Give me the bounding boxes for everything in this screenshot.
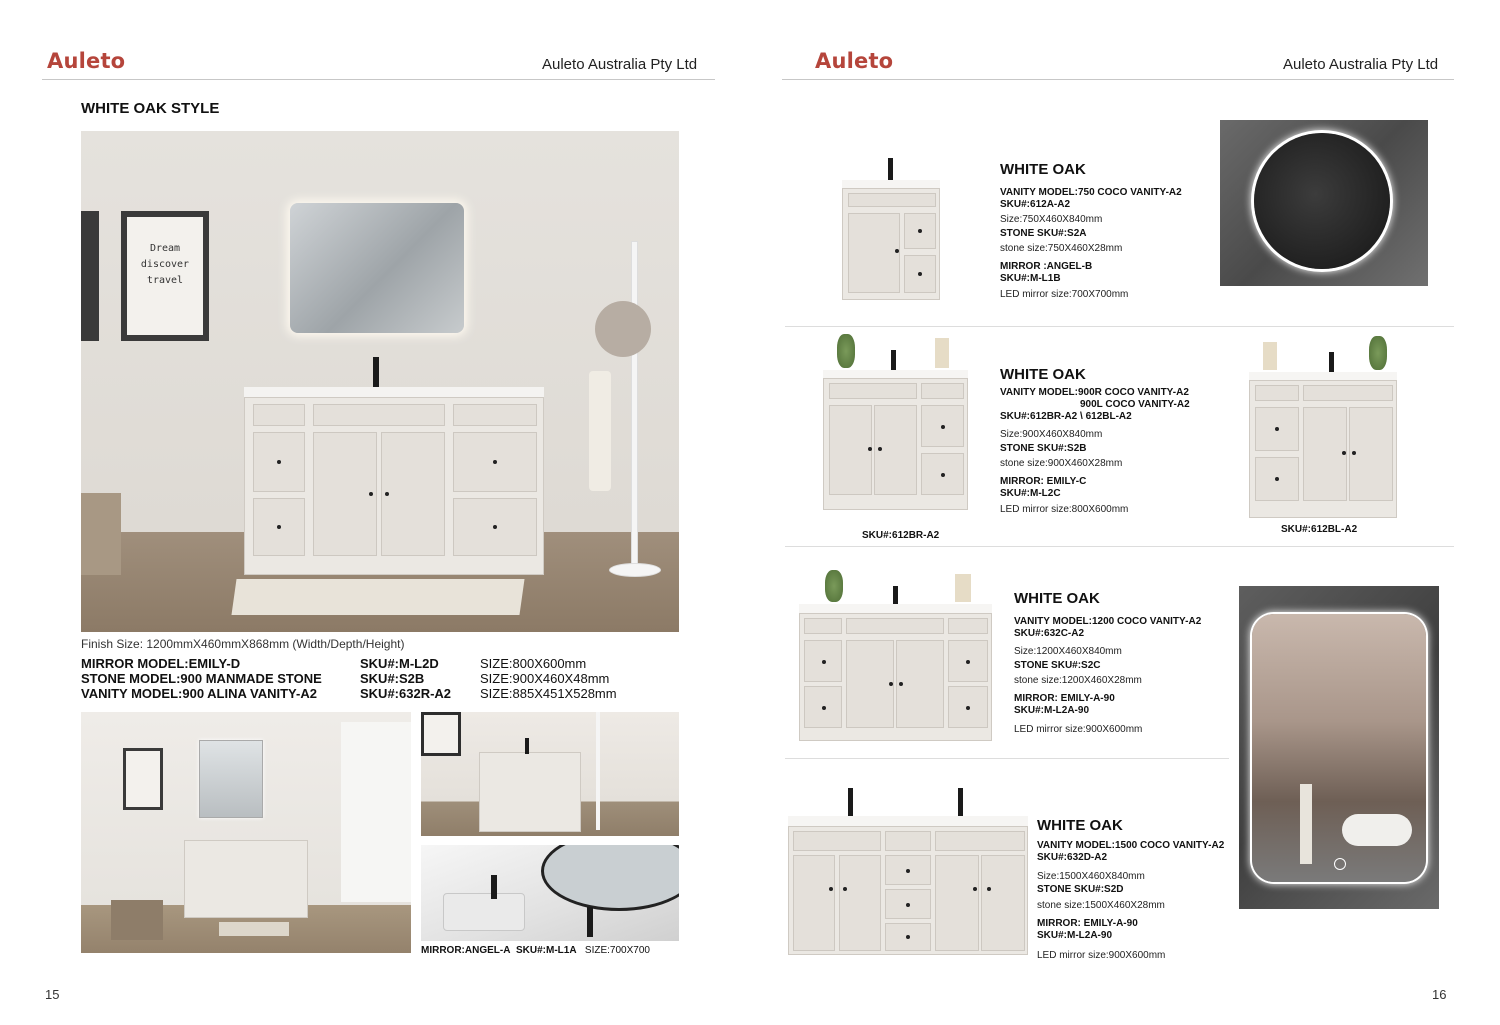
product-4-line: Size:1500X460X840mm <box>1037 871 1145 882</box>
brand-logo: Auleto <box>47 49 126 73</box>
product-1-line: SKU#:M-L1B <box>1000 273 1061 284</box>
company-name-right: Auleto Australia Pty Ltd <box>1283 56 1439 73</box>
spec-model-mirror: MIRROR MODEL:EMILY-D <box>81 656 241 671</box>
product-2-title: WHITE OAK <box>1000 366 1086 383</box>
spec-model-vanity: VANITY MODEL:900 ALINA VANITY-A2 <box>81 686 317 701</box>
product-2-line: SKU#:612BR-A2 \ 612BL-A2 <box>1000 411 1132 422</box>
divider-1 <box>785 326 1454 327</box>
product-4-line: SKU#:632D-A2 <box>1037 852 1108 863</box>
mirror-caption-size: SIZE:700X700 <box>584 945 650 956</box>
product-2-line: LED mirror size:800X600mm <box>1000 504 1129 515</box>
section-title: WHITE OAK STYLE <box>81 100 220 117</box>
product-4-title: WHITE OAK <box>1037 817 1123 834</box>
product-3-line: MIRROR: EMILY-A-90 <box>1014 693 1115 704</box>
product-2-line: MIRROR: EMILY-C <box>1000 476 1087 487</box>
spec-size-mirror: SIZE:800X600mm <box>480 656 587 671</box>
page-number-left: 15 <box>45 987 60 1002</box>
product-1-line: stone size:750X460X28mm <box>1000 243 1123 254</box>
product-4-line: LED mirror size:900X600mm <box>1037 950 1166 961</box>
secondary-bathroom-photo <box>81 712 411 953</box>
product-1-line: LED mirror size:700X700mm <box>1000 289 1129 300</box>
product-2-line: SKU#:M-L2C <box>1000 488 1061 499</box>
product-2-line: STONE SKU#:S2B <box>1000 443 1087 454</box>
mirror-caption-sku: SKU#:M-L1A <box>516 945 577 956</box>
vanity-1200-image <box>799 604 992 741</box>
header-rule-right <box>782 79 1454 80</box>
led-mirror <box>290 203 464 333</box>
product-4-line: MIRROR: EMILY-A-90 <box>1037 918 1138 929</box>
product-3-line: stone size:1200X460X28mm <box>1014 675 1142 686</box>
vanity-750-image <box>842 180 940 300</box>
product-1-line: SKU#:612A-A2 <box>1000 199 1071 210</box>
hero-vanity <box>244 397 544 575</box>
company-name: Auleto Australia Pty Ltd <box>542 56 698 73</box>
product-3-line: STONE SKU#:S2C <box>1014 660 1101 671</box>
basin-closeup-photo <box>421 845 679 941</box>
vanity-1500-image <box>788 816 1028 955</box>
spec-sku-stone: SKU#:S2B <box>360 671 425 686</box>
product-4-line: VANITY MODEL:1500 COCO VANITY-A2 <box>1037 840 1225 851</box>
product-1-line: VANITY MODEL:750 COCO VANITY-A2 <box>1000 187 1182 198</box>
caption-612br: SKU#:612BR-A2 <box>862 530 940 541</box>
product-1-line: STONE SKU#:S2A <box>1000 228 1087 239</box>
poster-text: Dream discover travel <box>140 243 190 286</box>
product-2-line: Size:900X460X840mm <box>1000 429 1103 440</box>
product-2-line: stone size:900X460X28mm <box>1000 458 1123 469</box>
product-3-line: SKU#:M-L2A-90 <box>1014 705 1090 716</box>
product-1-line: Size:750X460X840mm <box>1000 214 1103 225</box>
spec-sku-vanity: SKU#:632R-A2 <box>360 686 452 701</box>
product-2-line: VANITY MODEL:900R COCO VANITY-A2 <box>1000 387 1189 398</box>
product-3-line: LED mirror size:900X600mm <box>1014 724 1143 735</box>
product-4-line: SKU#:M-L2A-90 <box>1037 930 1113 941</box>
round-mirror-photo <box>1220 120 1428 286</box>
product-3-line: Size:1200X460X840mm <box>1014 646 1122 657</box>
product-3-line: SKU#:632C-A2 <box>1014 628 1085 639</box>
product-1-line: MIRROR :ANGEL-B <box>1000 261 1093 272</box>
brand-logo-right: Auleto <box>815 49 894 73</box>
spec-size-vanity: SIZE:885X451X528mm <box>480 686 617 701</box>
page-number-right: 16 <box>1432 987 1447 1002</box>
header-rule <box>42 79 715 80</box>
poster-frame <box>121 211 209 341</box>
caption-612bl: SKU#:612BL-A2 <box>1281 524 1358 535</box>
mirror-caption <box>421 945 650 956</box>
vanity-900l-image <box>1249 372 1397 518</box>
product-3-title: WHITE OAK <box>1014 590 1100 607</box>
spec-size-stone: SIZE:900X460X48mm <box>480 671 610 686</box>
spec-model-stone: STONE MODEL:900 MANMADE STONE <box>81 671 322 686</box>
divider-2 <box>785 546 1454 547</box>
mirror-reflection <box>1252 614 1426 882</box>
rect-led-mirror-photo <box>1239 586 1439 909</box>
product-1-title: WHITE OAK <box>1000 161 1086 178</box>
product-2-line: 900L COCO VANITY-A2 <box>1080 399 1190 410</box>
finish-size: Finish Size: 1200mmX460mmX868mm (Width/Depth/Height) <box>81 637 405 651</box>
vanity-900r-image <box>823 370 968 510</box>
product-4-line: stone size:1500X460X28mm <box>1037 900 1165 911</box>
vanity-angle-photo <box>421 712 679 836</box>
main-bathroom-photo <box>81 131 679 632</box>
product-3-line: VANITY MODEL:1200 COCO VANITY-A2 <box>1014 616 1202 627</box>
spec-sku-mirror: SKU#:M-L2D <box>360 656 439 671</box>
divider-3 <box>785 758 1229 759</box>
product-4-line: STONE SKU#:S2D <box>1037 884 1124 895</box>
mirror-caption-model: MIRROR:ANGEL-A <box>421 945 511 956</box>
